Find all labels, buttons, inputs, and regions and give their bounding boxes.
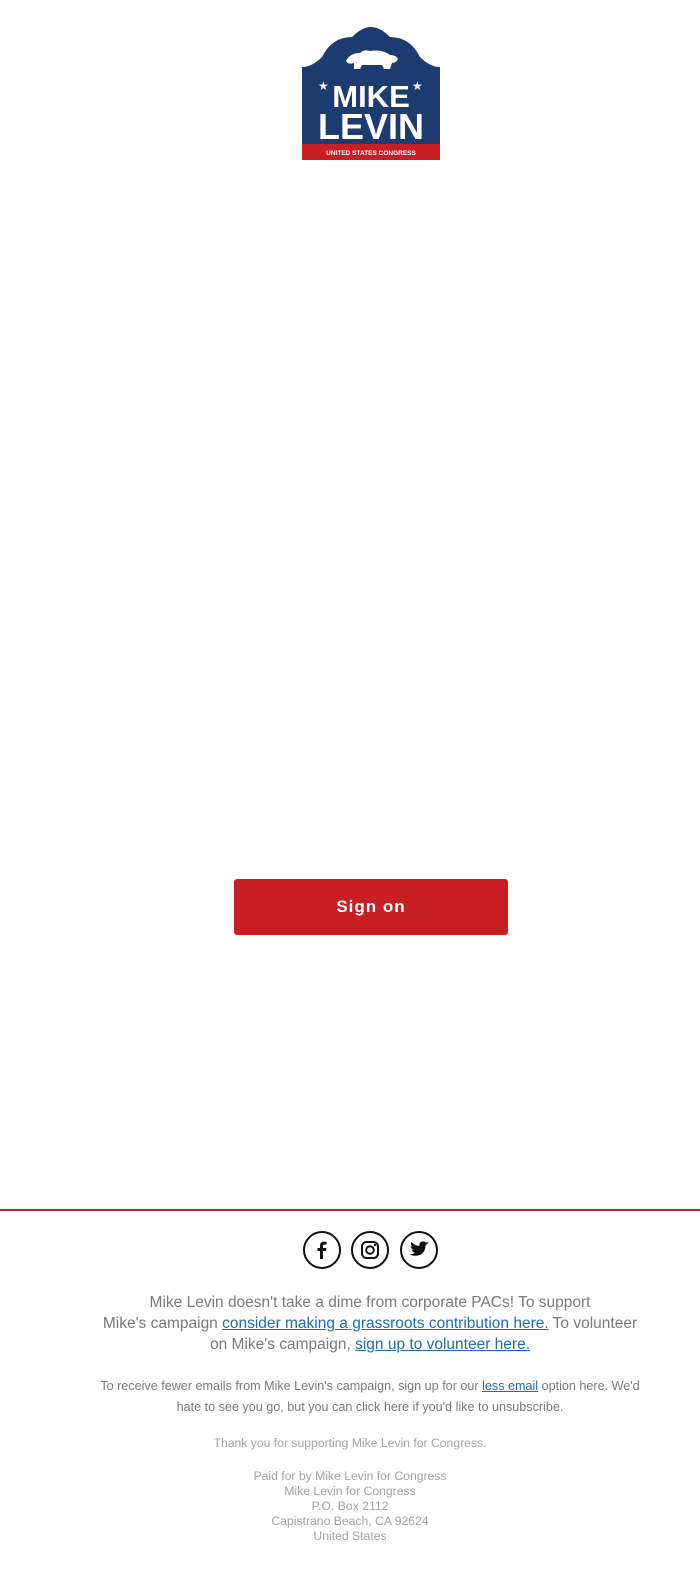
contribution-line-1: Mike Levin doesn't take a dime from corporate PACs! To support	[149, 1294, 591, 1311]
less-email-link[interactable]: less email	[482, 1379, 539, 1393]
unsubscribe-blurb	[60, 1376, 680, 1418]
address-line: Mike Levin for Congress	[284, 1484, 416, 1498]
facebook-icon[interactable]	[303, 1231, 341, 1269]
logo-name-line1: MIKE	[332, 79, 410, 114]
svg-text:★: ★	[318, 79, 329, 93]
address-line: Capistrano Beach, CA 92624	[271, 1514, 429, 1528]
contribution-link[interactable]: consider making a grassroots contribution here.	[222, 1315, 549, 1332]
volunteer-text: To volunteer	[548, 1315, 638, 1332]
address-line: P.O. Box 2112	[311, 1499, 389, 1513]
sign-on-button[interactable]: Sign on	[234, 879, 508, 935]
volunteer-link[interactable]: sign up to volunteer here.	[355, 1336, 531, 1353]
unsubscribe-line-1	[60, 1376, 680, 1397]
instagram-icon[interactable]	[351, 1231, 389, 1269]
unsubscribe-text-2: option here. We'd	[538, 1379, 640, 1393]
unsubscribe-line-2[interactable]: hate to see you go, but you can click here if you'd like to unsubscribe.	[176, 1400, 564, 1414]
contribution-line-2	[40, 1313, 700, 1334]
campaign-logo	[302, 27, 440, 160]
svg-text:★: ★	[412, 79, 423, 93]
twitter-icon[interactable]	[400, 1231, 438, 1269]
paid-for-address	[0, 1469, 700, 1544]
footer-divider	[0, 1209, 700, 1211]
address-line: Paid for by Mike Levin for Congress	[253, 1469, 447, 1483]
unsubscribe-text: To receive fewer emails from Mike Levin's campaign, sign up for our	[100, 1379, 483, 1393]
contribution-line-3	[40, 1334, 700, 1355]
address-line: United States	[313, 1529, 387, 1543]
contribution-text: Mike's campaign	[102, 1315, 223, 1332]
logo-name-line2: LEVIN	[317, 106, 425, 147]
contribution-blurb	[40, 1292, 700, 1355]
logo-tagline: UNITED STATES CONGRESS	[326, 150, 416, 157]
volunteer-text-2: on Mike's campaign,	[209, 1336, 356, 1353]
thanks-note: Thank you for supporting Mike Levin for Congress.	[213, 1436, 487, 1450]
